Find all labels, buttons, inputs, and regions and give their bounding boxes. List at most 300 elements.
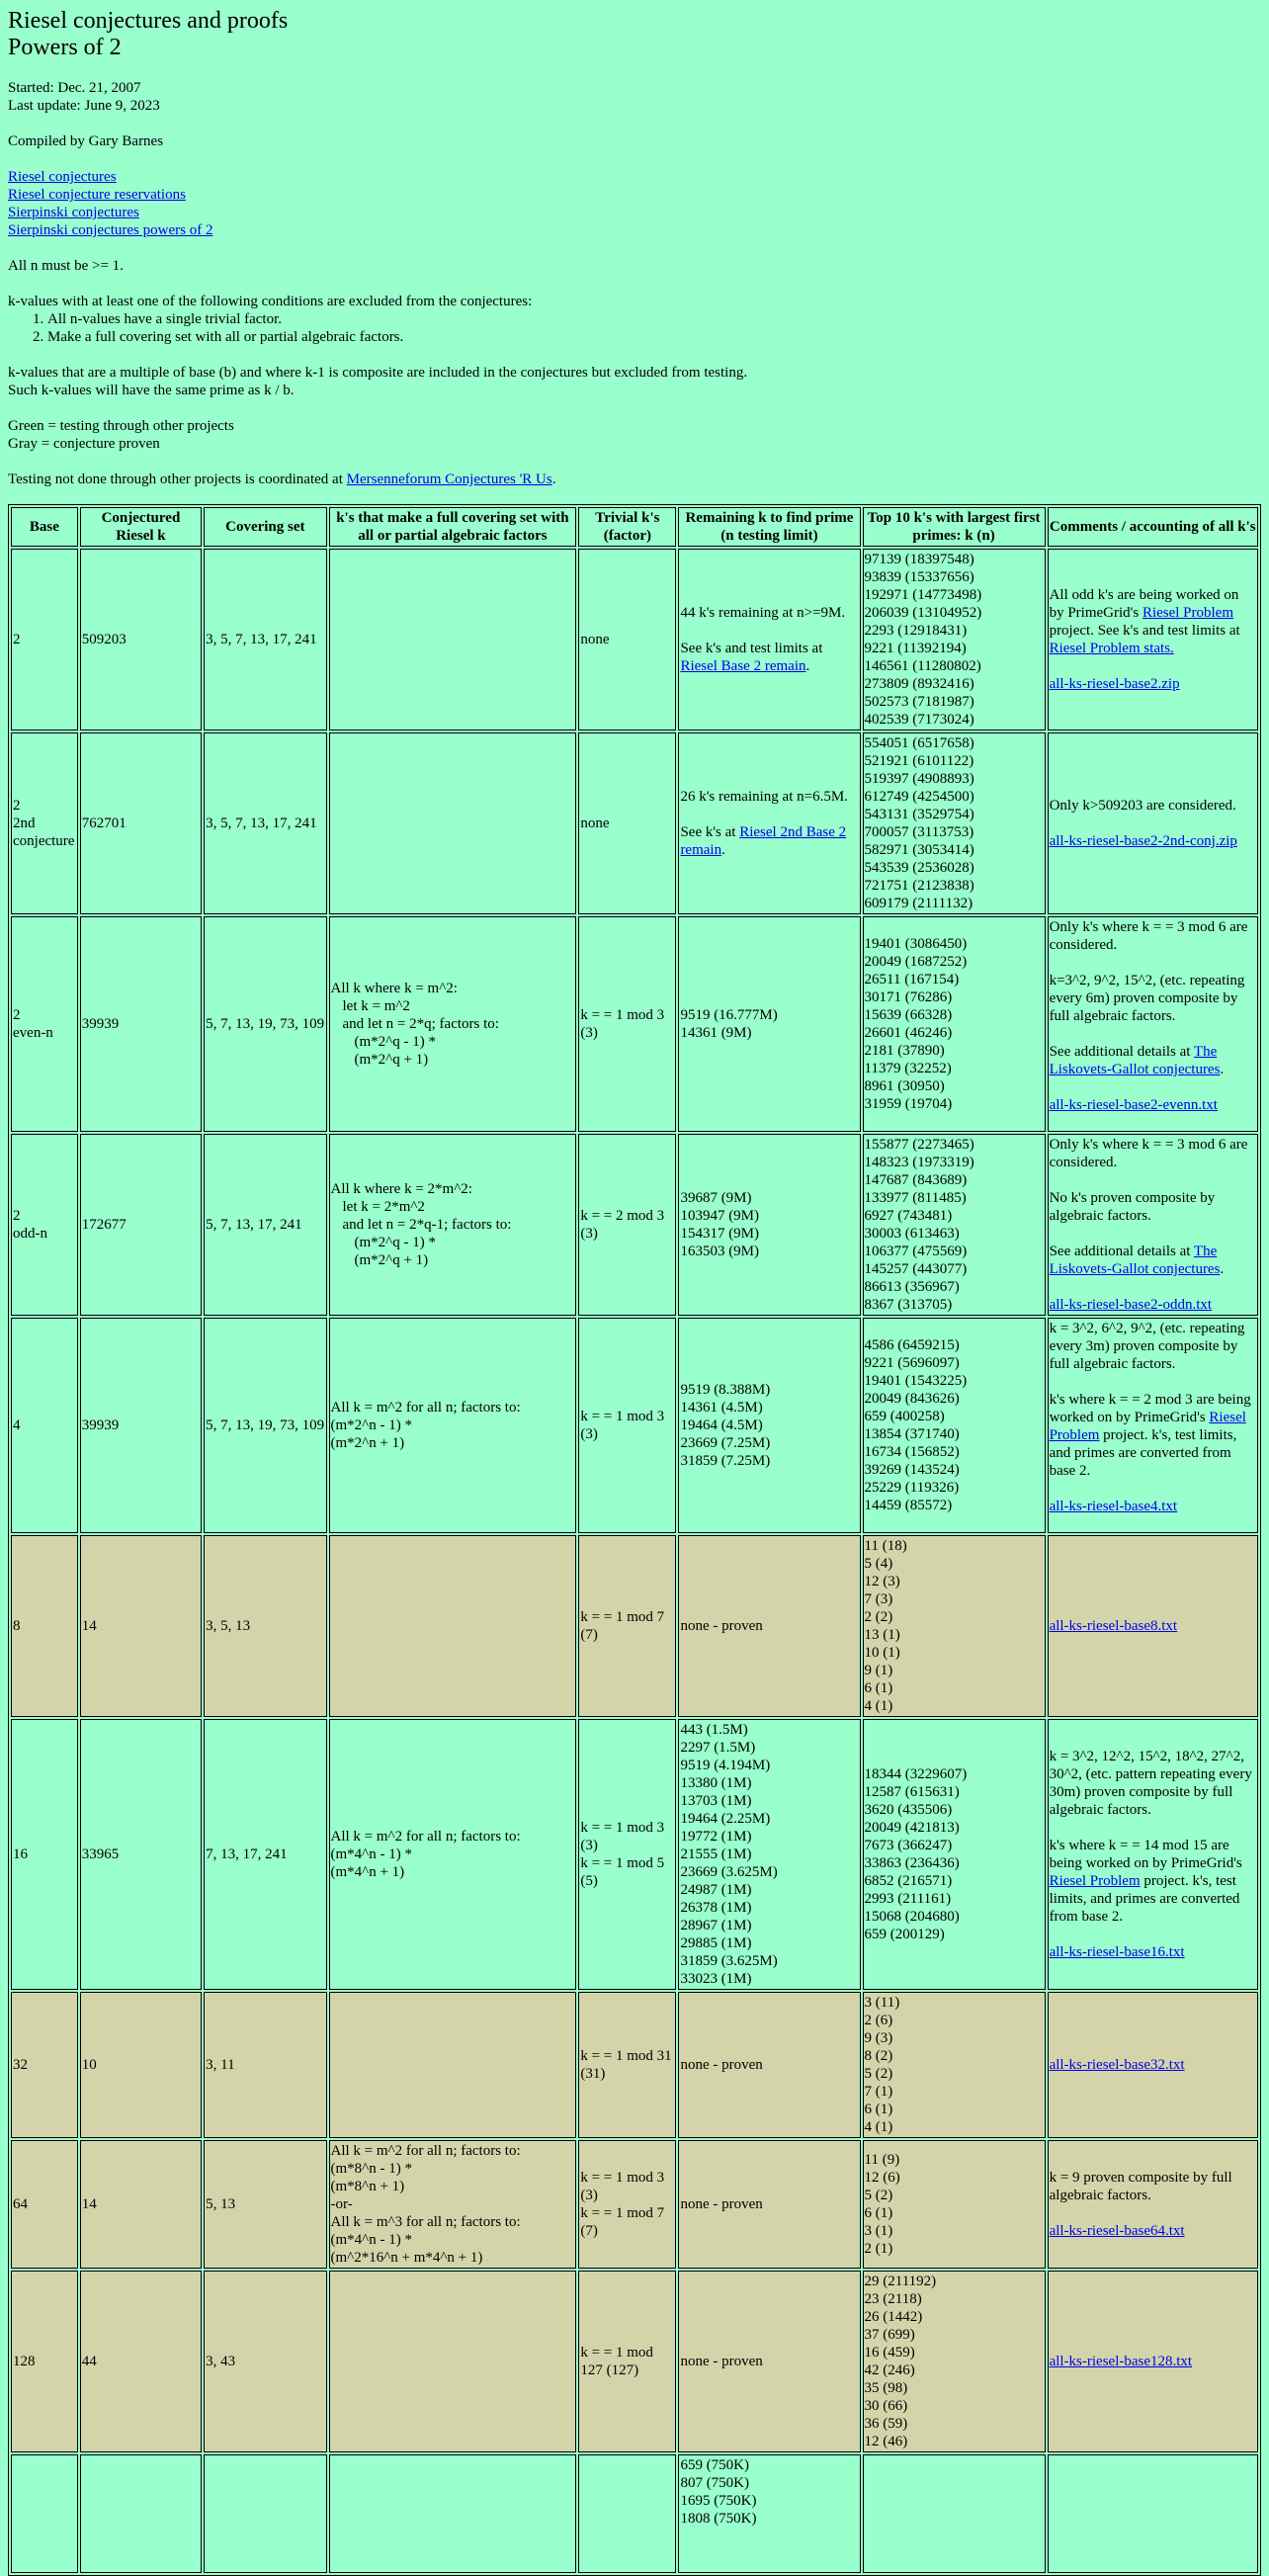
list-line: 21555 (1M) bbox=[680, 1846, 752, 1862]
cell-top10 bbox=[863, 1992, 1046, 2138]
list-line: 9519 (16.777M) bbox=[680, 1007, 778, 1023]
list-line: All k = m^2 for all n; factors to: bbox=[330, 1400, 521, 1416]
comment-text: No k's proven composite by algebraic factors. bbox=[1049, 1190, 1216, 1224]
cell-remaining: 44 k's remaining at n>=9M. See k's and test limits at Riesel Base 2 remain. bbox=[678, 549, 860, 730]
base-value: 128 bbox=[13, 2354, 36, 2369]
link-sierpinski-powers-of-2[interactable]: Sierpinski conjectures powers of 2 bbox=[8, 222, 213, 238]
cell-trivial: none bbox=[578, 732, 676, 914]
list-line: 5 (2) bbox=[864, 2188, 893, 2203]
list-line: 6927 (743481) bbox=[864, 1208, 953, 1224]
list-line: 146561 (11280802) bbox=[864, 658, 981, 674]
comment-text: See additional details at bbox=[1049, 1044, 1194, 1060]
alg-line: let k = m^2 bbox=[342, 998, 410, 1014]
cell-top10 bbox=[863, 2454, 1046, 2573]
link-riesel-reservations[interactable]: Riesel conjecture reservations bbox=[8, 187, 186, 203]
list-line: 9221 (11392194) bbox=[864, 641, 967, 656]
alg-line: All k where k = m^2: bbox=[330, 981, 458, 996]
conjectures-table bbox=[8, 504, 1261, 2576]
cell-alg bbox=[329, 1134, 577, 1316]
list-line: 39687 (9M) bbox=[680, 1190, 752, 1206]
list-line: 19772 (1M) bbox=[680, 1829, 752, 1845]
list-line: 35 (98) bbox=[864, 2380, 908, 2396]
cell-top10 bbox=[863, 1318, 1046, 1533]
cell-alg bbox=[329, 2140, 577, 2269]
list-line: 29885 (1M) bbox=[680, 1935, 752, 1951]
cell-alg bbox=[329, 916, 577, 1132]
list-line: 93839 (15337656) bbox=[864, 569, 974, 585]
cell-covering: 5, 7, 13, 19, 73, 109 bbox=[204, 916, 326, 1132]
list-line: 26 (1442) bbox=[864, 2309, 923, 2325]
cell-trivial: k = = 1 mod 7 (7) bbox=[578, 1535, 676, 1717]
cell-remaining bbox=[678, 916, 860, 1132]
list-line: 26601 (46246) bbox=[864, 1025, 953, 1041]
link-riesel-base2-remain[interactable]: Riesel Base 2 remain bbox=[680, 658, 806, 674]
list-line: (m*2^n + 1) bbox=[330, 1435, 405, 1451]
last-update-date: Last update: June 9, 2023 bbox=[8, 98, 160, 114]
comment-text: k = 3^2, 12^2, 15^2, 18^2, 27^2, 30^2, (etc. pattern repeating every 30m) proven composite by full algebraic factors. bbox=[1049, 1749, 1252, 1818]
header-conjectured-k: Conjectured Riesel k bbox=[80, 507, 202, 547]
cell-k: 39939 bbox=[80, 916, 202, 1132]
list-line: k = = 1 mod 3 (3) bbox=[580, 1820, 665, 1853]
list-line: 3 (11) bbox=[864, 1995, 900, 2011]
list-line: 163503 (9M) bbox=[680, 1244, 760, 1259]
cell-covering bbox=[204, 2454, 326, 2573]
list-line: 12 (6) bbox=[864, 2170, 900, 2186]
list-line: 30171 (76286) bbox=[864, 989, 953, 1005]
list-line: 402539 (7173024) bbox=[864, 712, 974, 728]
cell-covering: 5, 7, 13, 17, 241 bbox=[204, 1134, 326, 1316]
cell-trivial bbox=[578, 2454, 676, 2573]
list-line: 30003 (613463) bbox=[864, 1226, 960, 1242]
list-line: 5 (4) bbox=[864, 1556, 893, 1572]
base-value: 2 bbox=[13, 632, 21, 647]
cell-base bbox=[11, 732, 78, 914]
list-line: 5 (2) bbox=[864, 2066, 893, 2082]
remaining-see: See k's and test limits at bbox=[680, 641, 823, 656]
cell-alg bbox=[329, 2271, 577, 2452]
list-line: 4586 (6459215) bbox=[864, 1337, 960, 1353]
link-riesel-problem-stats[interactable]: Riesel Problem stats. bbox=[1049, 641, 1174, 656]
list-line: 4 (1) bbox=[864, 1698, 893, 1714]
list-line: 23 (2118) bbox=[864, 2291, 922, 2307]
cell-comments bbox=[1048, 916, 1258, 1132]
list-line: 9519 (8.388M) bbox=[680, 1382, 771, 1398]
header-base: Base bbox=[11, 507, 78, 547]
link-mersenneforum[interactable]: Mersenneforum Conjectures 'R Us bbox=[346, 472, 552, 487]
list-line: 192971 (14773498) bbox=[864, 587, 982, 603]
list-line: -or- bbox=[330, 2196, 353, 2212]
list-line: 3620 (435506) bbox=[864, 1802, 953, 1818]
alg-line: (m*2^q + 1) bbox=[354, 1252, 429, 1268]
comment-text: project. k's, test limits, and primes are converted from base 2. bbox=[1049, 1873, 1240, 1925]
table-row bbox=[11, 916, 1258, 1132]
list-line: 582971 (3053414) bbox=[864, 842, 974, 858]
gray-legend: Gray = conjecture proven bbox=[8, 436, 160, 452]
cell-alg bbox=[329, 1535, 577, 1717]
list-line: 721751 (2123838) bbox=[864, 878, 974, 894]
list-line: 39269 (143524) bbox=[864, 1462, 960, 1478]
cell-k: 10 bbox=[80, 1992, 202, 2138]
table-row bbox=[11, 2454, 1258, 2573]
link-sierpinski-conjectures[interactable]: Sierpinski conjectures bbox=[8, 205, 139, 220]
cell-trivial: k = = 2 mod 3 (3) bbox=[578, 1134, 676, 1316]
list-line: 148323 (1973319) bbox=[864, 1155, 974, 1170]
cell-base bbox=[11, 2454, 78, 2573]
list-line: 16 (459) bbox=[864, 2345, 915, 2361]
list-line: 20049 (843626) bbox=[864, 1391, 960, 1407]
cell-k: 33965 bbox=[80, 1719, 202, 1990]
cell-comments bbox=[1048, 1318, 1258, 1533]
cell-covering: 3, 5, 7, 13, 17, 241 bbox=[204, 549, 326, 730]
cell-top10 bbox=[863, 2140, 1046, 2269]
list-line: 11 (18) bbox=[864, 1538, 907, 1554]
link-riesel-2nd-base2-remain[interactable]: Riesel 2nd Base 2 remain bbox=[680, 824, 847, 858]
list-line: 11 (9) bbox=[864, 2152, 900, 2168]
file-link[interactable]: all-ks-riesel-base4.txt bbox=[1049, 1499, 1178, 1514]
multiple-rule: k-values that are a multiple of base (b) and where k-1 is composite are included in the conjectures but excluded from testing. bbox=[8, 365, 748, 381]
cell-alg bbox=[329, 549, 577, 730]
link-riesel-conjectures[interactable]: Riesel conjectures bbox=[8, 169, 117, 185]
base-note: even-n bbox=[13, 1025, 53, 1041]
table-row bbox=[11, 1134, 1258, 1316]
cell-k bbox=[80, 2454, 202, 2573]
cell-trivial bbox=[578, 1719, 676, 1990]
list-line: 9 (1) bbox=[864, 1663, 893, 1678]
cell-comments bbox=[1048, 549, 1258, 730]
cell-remaining: none - proven bbox=[678, 1992, 860, 2138]
list-line: 700057 (3113753) bbox=[864, 824, 974, 840]
cell-trivial: none bbox=[578, 549, 676, 730]
coordination-text: Testing not done through other projects is coordinated at bbox=[8, 472, 347, 487]
header-algebraic: k's that make a full covering set with all or partial algebraic factors bbox=[329, 507, 577, 547]
list-line: 20049 (421813) bbox=[864, 1820, 960, 1836]
cell-covering: 5, 13 bbox=[204, 2140, 326, 2269]
list-line: k = = 1 mod 5 (5) bbox=[580, 1855, 665, 1889]
comment-text: . bbox=[1220, 1062, 1225, 1077]
list-line: 11379 (32252) bbox=[864, 1061, 952, 1076]
cell-comments bbox=[1048, 2454, 1258, 2573]
list-line: 30 (66) bbox=[864, 2398, 908, 2414]
list-line: (m*4^n + 1) bbox=[330, 1864, 405, 1880]
cell-k: 14 bbox=[80, 1535, 202, 1717]
list-line: 31859 (3.625M) bbox=[680, 1953, 778, 1969]
comment-text: k = 9 proven composite by full algebraic factors. bbox=[1049, 2170, 1232, 2203]
alg-line: (m*2^q - 1) * bbox=[354, 1034, 436, 1050]
remaining-see: See k's at bbox=[680, 824, 740, 840]
list-line: 609179 (2111132) bbox=[864, 896, 973, 911]
list-line: 9 (3) bbox=[864, 2030, 893, 2046]
link-riesel-problem[interactable]: Riesel Problem bbox=[1049, 1410, 1246, 1443]
list-line: (m*8^n + 1) bbox=[330, 2179, 405, 2194]
cell-comments bbox=[1048, 1535, 1258, 1717]
excluded-item: 2. Make a full covering set with all or partial algebraic factors. bbox=[47, 328, 1261, 346]
table-row bbox=[11, 732, 1258, 914]
file-link[interactable]: all-ks-riesel-base32.txt bbox=[1049, 2057, 1185, 2073]
list-line: 13380 (1M) bbox=[680, 1775, 752, 1791]
file-link[interactable]: all-ks-riesel-base2-2nd-conj.zip bbox=[1049, 833, 1237, 849]
cell-comments bbox=[1048, 1134, 1258, 1316]
list-line: 19401 (3086450) bbox=[864, 936, 968, 952]
comment-text: See additional details at bbox=[1049, 1244, 1194, 1259]
cell-base bbox=[11, 549, 78, 730]
list-line: (m*2^n - 1) * bbox=[330, 1417, 412, 1433]
header-covering-set: Covering set bbox=[204, 507, 326, 547]
list-line: 6 (1) bbox=[864, 1680, 893, 1696]
coordination-end: . bbox=[551, 472, 556, 487]
cell-comments bbox=[1048, 2140, 1258, 2269]
cell-base bbox=[11, 1719, 78, 1990]
list-line: 543131 (3529754) bbox=[864, 807, 974, 822]
list-line: k = = 1 mod 7 (7) bbox=[580, 2205, 665, 2239]
cell-covering: 3, 5, 7, 13, 17, 241 bbox=[204, 732, 326, 914]
list-line: 2 (6) bbox=[864, 2013, 893, 2028]
list-line: 9221 (5696097) bbox=[864, 1355, 960, 1371]
list-line: 6 (1) bbox=[864, 2102, 893, 2117]
alg-line: and let n = 2*q-1; factors to: bbox=[342, 1217, 512, 1233]
cell-covering: 5, 7, 13, 19, 73, 109 bbox=[204, 1318, 326, 1533]
cell-remaining bbox=[678, 1134, 860, 1316]
list-line: 8 (2) bbox=[864, 2048, 893, 2064]
list-line: 273809 (8932416) bbox=[864, 676, 974, 692]
list-line: (m*4^n - 1) * bbox=[330, 1846, 412, 1862]
list-line: All k = m^3 for all n; factors to: bbox=[330, 2214, 521, 2230]
file-link[interactable]: all-ks-riesel-base2.zip bbox=[1049, 676, 1180, 692]
cell-base bbox=[11, 1134, 78, 1316]
file-link[interactable]: all-ks-riesel-base128.txt bbox=[1049, 2354, 1193, 2369]
list-line: 8367 (313705) bbox=[864, 1297, 953, 1313]
list-line: 14361 (9M) bbox=[680, 1025, 752, 1041]
page-title-line2: Powers of 2 bbox=[8, 35, 122, 60]
table-row bbox=[11, 2271, 1258, 2452]
cell-remaining bbox=[678, 1719, 860, 1990]
cell-trivial bbox=[578, 2140, 676, 2269]
list-line: 31959 (19704) bbox=[864, 1096, 953, 1112]
list-line: 97139 (18397548) bbox=[864, 552, 974, 567]
cell-top10 bbox=[863, 916, 1046, 1132]
cell-trivial: k = = 1 mod 3 (3) bbox=[578, 916, 676, 1132]
base-value: 16 bbox=[13, 1846, 28, 1862]
list-line: 42 (246) bbox=[864, 2362, 915, 2378]
list-line: (m*4^n - 1) * bbox=[330, 2232, 412, 2248]
cell-base bbox=[11, 2140, 78, 2269]
file-link[interactable]: all-ks-riesel-base64.txt bbox=[1049, 2223, 1185, 2239]
list-line: k = = 1 mod 3 (3) bbox=[580, 2170, 665, 2203]
cell-alg bbox=[329, 1719, 577, 1990]
link-riesel-problem[interactable]: Riesel Problem bbox=[1142, 605, 1234, 621]
list-line: 18344 (3229607) bbox=[864, 1766, 968, 1782]
list-line: 25229 (119326) bbox=[864, 1480, 960, 1496]
cell-covering: 3, 43 bbox=[204, 2271, 326, 2452]
link-riesel-problem[interactable]: Riesel Problem bbox=[1049, 1873, 1141, 1889]
cell-comments bbox=[1048, 732, 1258, 914]
list-line: 443 (1.5M) bbox=[680, 1722, 748, 1738]
list-line: 36 (59) bbox=[864, 2416, 908, 2432]
cell-base bbox=[11, 2271, 78, 2452]
cell-k: 14 bbox=[80, 2140, 202, 2269]
cell-remaining: none - proven bbox=[678, 1535, 860, 1717]
list-line: 12 (46) bbox=[864, 2434, 908, 2449]
cell-comments bbox=[1048, 1992, 1258, 2138]
list-line: 2181 (37890) bbox=[864, 1043, 945, 1059]
list-line: 2293 (12918431) bbox=[864, 623, 968, 639]
list-line: 31859 (7.25M) bbox=[680, 1453, 771, 1469]
cell-top10 bbox=[863, 2271, 1046, 2452]
list-line: 33023 (1M) bbox=[680, 1971, 752, 1987]
remaining-count: 44 k's remaining at n>=9M. bbox=[680, 605, 846, 621]
alg-line: let k = 2*m^2 bbox=[342, 1199, 425, 1215]
list-line: 6 (1) bbox=[864, 2205, 893, 2221]
list-line: All k = m^2 for all n; factors to: bbox=[330, 1829, 521, 1845]
base-value: 4 bbox=[13, 1417, 21, 1433]
list-line: 147687 (843689) bbox=[864, 1172, 968, 1188]
cell-comments bbox=[1048, 2271, 1258, 2452]
comment-text: k=3^2, 9^2, 15^2, (etc. repeating every 6m) proven composite by full algebraic factors. bbox=[1049, 973, 1245, 1024]
cell-top10 bbox=[863, 549, 1046, 730]
list-line: 145257 (443077) bbox=[864, 1261, 968, 1277]
comment-text: Only k>509203 are considered. bbox=[1049, 798, 1236, 814]
list-line: 612749 (4254500) bbox=[864, 789, 974, 805]
list-line: 33863 (236436) bbox=[864, 1855, 960, 1871]
table-row bbox=[11, 2140, 1258, 2269]
base-value: 2 bbox=[13, 1007, 21, 1023]
excluded-intro: k-values with at least one of the following conditions are excluded from the conjectures: bbox=[8, 294, 533, 309]
cell-base bbox=[11, 1535, 78, 1717]
list-line: (m^2*16^n + m*4^n + 1) bbox=[330, 2250, 483, 2266]
list-line: 4 (1) bbox=[864, 2119, 893, 2135]
base-note: odd-n bbox=[13, 1226, 47, 1242]
table-row bbox=[11, 1992, 1258, 2138]
table-row bbox=[11, 1719, 1258, 1990]
green-legend: Green = testing through other projects bbox=[8, 418, 234, 434]
file-link[interactable]: all-ks-riesel-base2-oddn.txt bbox=[1049, 1297, 1213, 1313]
alg-line: and let n = 2*q; factors to: bbox=[342, 1016, 499, 1032]
list-line: 15639 (66328) bbox=[864, 1007, 953, 1023]
cell-k: 172677 bbox=[80, 1134, 202, 1316]
list-line: 8961 (30950) bbox=[864, 1078, 945, 1094]
cell-remaining: none - proven bbox=[678, 2140, 860, 2269]
table-row bbox=[11, 1318, 1258, 1533]
list-line: 13 (1) bbox=[864, 1627, 900, 1643]
list-line: 2 (2) bbox=[864, 1609, 893, 1625]
cell-remaining bbox=[678, 2454, 860, 2573]
list-line: 155877 (2273465) bbox=[864, 1137, 974, 1153]
table-row bbox=[11, 1535, 1258, 1717]
comment-text: Only k's where k = = 3 mod 6 are considered. bbox=[1049, 1137, 1248, 1170]
base-value: 8 bbox=[13, 1618, 21, 1634]
list-line: 133977 (811485) bbox=[864, 1190, 967, 1206]
file-link[interactable]: all-ks-riesel-base8.txt bbox=[1049, 1618, 1178, 1634]
header-remaining: Remaining k to find prime (n testing limit) bbox=[678, 507, 860, 547]
list-line: 28967 (1M) bbox=[680, 1918, 752, 1933]
cell-k: 39939 bbox=[80, 1318, 202, 1533]
alg-line: (m*2^q + 1) bbox=[354, 1052, 429, 1068]
cell-comments bbox=[1048, 1719, 1258, 1990]
cell-top10 bbox=[863, 1535, 1046, 1717]
list-line: 7 (1) bbox=[864, 2084, 893, 2100]
cell-remaining: none - proven bbox=[678, 2271, 860, 2452]
base-note: 2nd conjecture bbox=[13, 816, 75, 849]
list-line: 23669 (7.25M) bbox=[680, 1435, 771, 1451]
table-row bbox=[11, 549, 1258, 730]
cell-k: 509203 bbox=[80, 549, 202, 730]
list-line: 15068 (204680) bbox=[864, 1909, 960, 1925]
list-line: 659 (750K) bbox=[680, 2457, 750, 2473]
cell-top10 bbox=[863, 1719, 1046, 1990]
cell-remaining: 26 k's remaining at n=6.5M. See k's at Riesel 2nd Base 2 remain. bbox=[678, 732, 860, 914]
list-line: 29 (211192) bbox=[864, 2274, 937, 2289]
cell-top10 bbox=[863, 1134, 1046, 1316]
cell-alg bbox=[329, 732, 577, 914]
header-top10: Top 10 k's with largest first primes: k (n) bbox=[863, 507, 1046, 547]
cell-k: 44 bbox=[80, 2271, 202, 2452]
cell-trivial: k = = 1 mod 3 (3) bbox=[578, 1318, 676, 1533]
list-line: 519397 (4908893) bbox=[864, 771, 974, 787]
list-line: 13854 (371740) bbox=[864, 1426, 960, 1442]
link-liskovets-gallot[interactable]: The Liskovets-Gallot conjectures bbox=[1049, 1044, 1221, 1077]
list-line: All k = m^2 for all n; factors to: bbox=[330, 2143, 521, 2159]
list-line: 1808 (750K) bbox=[680, 2511, 757, 2527]
cell-trivial: k = = 1 mod 127 (127) bbox=[578, 2271, 676, 2452]
list-line: 16734 (156852) bbox=[864, 1444, 960, 1460]
excluded-item: 1. All n-values have a single trivial factor. bbox=[47, 310, 1261, 328]
list-line: 19464 (2.25M) bbox=[680, 1811, 771, 1827]
cell-covering: 3, 5, 13 bbox=[204, 1535, 326, 1717]
file-link[interactable]: all-ks-riesel-base16.txt bbox=[1049, 1944, 1185, 1960]
cell-base bbox=[11, 1318, 78, 1533]
list-line: 554051 (6517658) bbox=[864, 735, 974, 751]
alg-line: All k where k = 2*m^2: bbox=[330, 1181, 472, 1197]
comment-text: k's where k = = 2 mod 3 are being worked on by PrimeGrid's bbox=[1049, 1392, 1251, 1425]
comment-text: project. k's, test limits, and primes are converted from base 2. bbox=[1049, 1427, 1237, 1479]
list-line: 19464 (4.5M) bbox=[680, 1417, 763, 1433]
comment-text: k = 3^2, 6^2, 9^2, (etc. repeating every 3m) proven composite by full algebraic factors. bbox=[1049, 1321, 1245, 1372]
list-line: 1695 (750K) bbox=[680, 2493, 757, 2509]
list-line: 502573 (7181987) bbox=[864, 694, 974, 710]
link-liskovets-gallot[interactable]: The Liskovets-Gallot conjectures bbox=[1049, 1244, 1221, 1277]
base-value: 2 bbox=[13, 1208, 21, 1224]
base-value: 64 bbox=[13, 2196, 28, 2212]
file-link[interactable]: all-ks-riesel-base2-evenn.txt bbox=[1049, 1097, 1218, 1113]
cell-covering: 7, 13, 17, 241 bbox=[204, 1719, 326, 1990]
page-title-line1: Riesel conjectures and proofs bbox=[8, 8, 289, 34]
list-line: 26511 (167154) bbox=[864, 972, 960, 987]
cell-base bbox=[11, 916, 78, 1132]
list-line: 521921 (6101122) bbox=[864, 753, 974, 769]
cell-covering: 3, 11 bbox=[204, 1992, 326, 2138]
header-comments: Comments / accounting of all k's bbox=[1048, 507, 1258, 547]
list-line: 12587 (615631) bbox=[864, 1784, 960, 1800]
remaining-count: 26 k's remaining at n=6.5M. bbox=[680, 789, 848, 805]
list-line: 3 (1) bbox=[864, 2223, 893, 2239]
list-line: 14459 (85572) bbox=[864, 1498, 953, 1513]
list-line: 26378 (1M) bbox=[680, 1900, 752, 1916]
alg-line: (m*2^q - 1) * bbox=[354, 1235, 436, 1250]
list-line: 13703 (1M) bbox=[680, 1793, 752, 1809]
cell-base bbox=[11, 1992, 78, 2138]
list-line: 10 (1) bbox=[864, 1645, 900, 1661]
list-line: 2297 (1.5M) bbox=[680, 1740, 756, 1756]
cell-alg bbox=[329, 1318, 577, 1533]
table-header-row bbox=[11, 507, 1258, 547]
cell-alg bbox=[329, 2454, 577, 2573]
started-date: Started: Dec. 21, 2007 bbox=[8, 80, 141, 96]
list-line: 7 (3) bbox=[864, 1591, 893, 1607]
comment-text: . bbox=[1220, 1261, 1225, 1277]
comment-text: project. See k's and test limits at bbox=[1049, 623, 1240, 639]
list-line: 206039 (13104952) bbox=[864, 605, 982, 621]
cell-alg bbox=[329, 1992, 577, 2138]
cell-k: 762701 bbox=[80, 732, 202, 914]
